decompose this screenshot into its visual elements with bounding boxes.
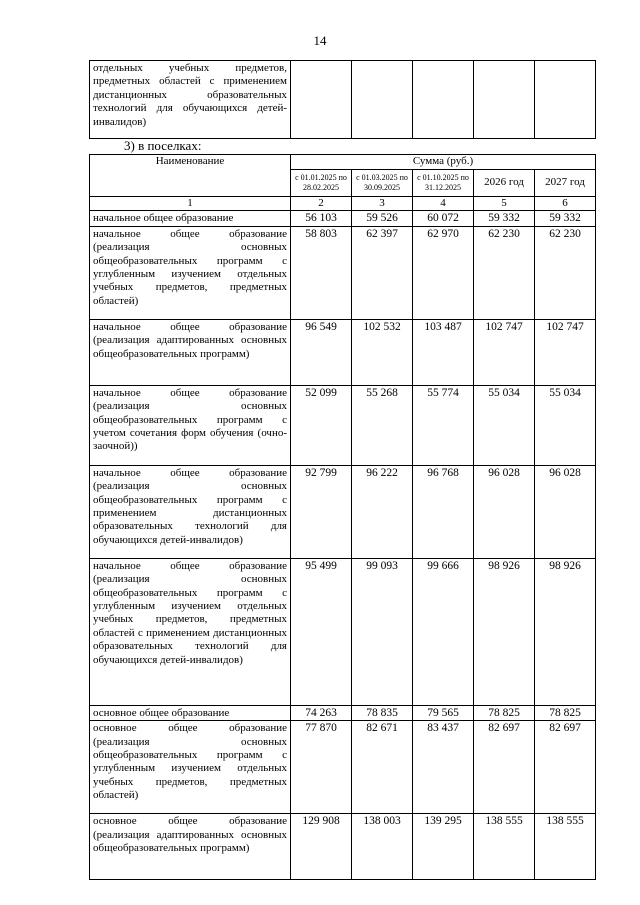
table-row xyxy=(90,226,596,319)
table-row xyxy=(90,721,596,814)
row-name: начальное общее образование (реализация основных общеобразовательных программ с применением дистанционных образовательных технологий для обучающихся детей-инвалидов) xyxy=(90,465,291,558)
col-number: 4 xyxy=(413,197,474,211)
row-value: 83 437 xyxy=(413,721,474,814)
cost-table xyxy=(89,154,596,880)
row-name: основное общее образование xyxy=(90,705,291,720)
row-value: 59 332 xyxy=(474,211,535,226)
row-value: 78 825 xyxy=(535,705,596,720)
row-value: 55 034 xyxy=(474,385,535,465)
table-row xyxy=(90,465,596,558)
col-number: 2 xyxy=(291,197,352,211)
row-value: 79 565 xyxy=(413,705,474,720)
row-value: 138 555 xyxy=(474,814,535,880)
row-value: 96 768 xyxy=(413,465,474,558)
row-value: 62 230 xyxy=(535,226,596,319)
col-number: 1 xyxy=(90,197,291,211)
row-value: 62 230 xyxy=(474,226,535,319)
header-period: с 01.03.2025 по 30.09.2025 xyxy=(352,170,413,197)
row-value: 99 093 xyxy=(352,558,413,705)
table-row xyxy=(90,814,596,880)
row-value: 59 332 xyxy=(535,211,596,226)
row-value: 96 028 xyxy=(474,465,535,558)
row-value: 99 666 xyxy=(413,558,474,705)
row-name: отдельных учебных предметов, предметных областей с применением дистанционных образовательных технологий для обучающихся детей-инвалидов) xyxy=(90,61,291,139)
table-row xyxy=(90,211,596,226)
row-value: 92 799 xyxy=(291,465,352,558)
row-value: 98 926 xyxy=(474,558,535,705)
row-value: 62 970 xyxy=(413,226,474,319)
row-value: 138 555 xyxy=(535,814,596,880)
row-value: 62 397 xyxy=(352,226,413,319)
row-value: 82 671 xyxy=(352,721,413,814)
header-period: с 01.01.2025 по 28.02.2025 xyxy=(291,170,352,197)
row-value: 82 697 xyxy=(474,721,535,814)
row-value: 103 487 xyxy=(413,319,474,385)
row-value: 77 870 xyxy=(291,721,352,814)
header-year: 2027 год xyxy=(535,170,596,197)
table-row xyxy=(90,705,596,720)
row-value: 82 697 xyxy=(535,721,596,814)
row-name: начальное общее образование xyxy=(90,211,291,226)
row-value: 55 268 xyxy=(352,385,413,465)
col-number: 5 xyxy=(474,197,535,211)
row-value: 102 532 xyxy=(352,319,413,385)
row-value: 129 908 xyxy=(291,814,352,880)
header-period: с 01.10.2025 по 31.12.2025 xyxy=(413,170,474,197)
col-number: 3 xyxy=(352,197,413,211)
row-value: 138 003 xyxy=(352,814,413,880)
row-value: 98 926 xyxy=(535,558,596,705)
table-row xyxy=(90,558,596,705)
row-name: начальное общее образование (реализация основных общеобразовательных программ с углубленным изучением отдельных учебных предметов, предметных областей) xyxy=(90,226,291,319)
header-year: 2026 год xyxy=(474,170,535,197)
row-value: 95 499 xyxy=(291,558,352,705)
row-value: 96 222 xyxy=(352,465,413,558)
row-name: начальное общее образование (реализация адаптированных основных общеобразовательных программ) xyxy=(90,319,291,385)
row-name: основное общее образование (реализация основных общеобразовательных программ с углубленным изучением отдельных учебных предметов, предметных областей) xyxy=(90,721,291,814)
row-value: 55 034 xyxy=(535,385,596,465)
row-value: 58 803 xyxy=(291,226,352,319)
row-value: 56 103 xyxy=(291,211,352,226)
row-value: 139 295 xyxy=(413,814,474,880)
row-value: 96 028 xyxy=(535,465,596,558)
row-value: 74 263 xyxy=(291,705,352,720)
table-row xyxy=(90,61,596,139)
header-name: Наименование xyxy=(90,155,291,197)
row-value: 102 747 xyxy=(535,319,596,385)
row-value: 55 774 xyxy=(413,385,474,465)
table-row xyxy=(90,385,596,465)
row-name: начальное общее образование (реализация основных общеобразовательных программ с углубленным изучением отдельных учебных предметов, предметных областей с применением дистанционных образовательных технологий для обучающихся детей-инвалидов) xyxy=(90,558,291,705)
row-value: 78 835 xyxy=(352,705,413,720)
continued-table-fragment xyxy=(89,60,596,139)
col-number: 6 xyxy=(535,197,596,211)
row-name: основное общее образование (реализация адаптированных основных общеобразовательных программ) xyxy=(90,814,291,880)
row-value: 52 099 xyxy=(291,385,352,465)
row-value: 60 072 xyxy=(413,211,474,226)
row-name: начальное общее образование (реализация основных общеобразовательных программ с учетом сочетания форм обучения (очно-заочной)) xyxy=(90,385,291,465)
table-row xyxy=(90,319,596,385)
section-title: 3) в поселках: xyxy=(124,138,202,153)
header-sum: Сумма (руб.) xyxy=(291,155,596,170)
row-value: 102 747 xyxy=(474,319,535,385)
row-value: 59 526 xyxy=(352,211,413,226)
page-number: 14 xyxy=(313,33,327,48)
row-value: 96 549 xyxy=(291,319,352,385)
row-value: 78 825 xyxy=(474,705,535,720)
